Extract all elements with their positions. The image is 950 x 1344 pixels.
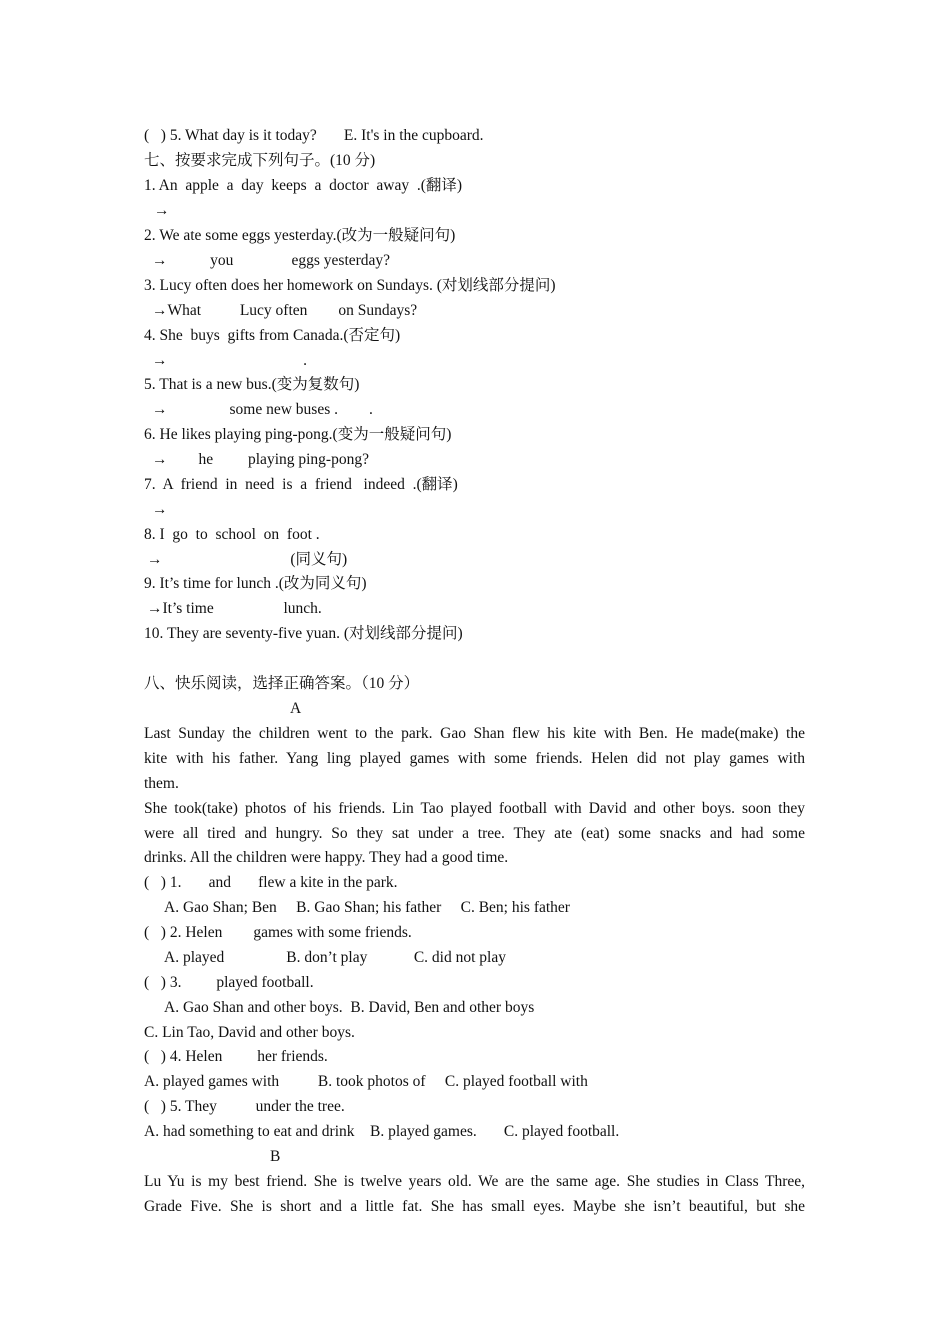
sec7-answer-5: → some new buses . .: [152, 401, 373, 418]
sec7-answer-8: → (同义句): [147, 551, 348, 568]
sec7-answer-6: → he playing ping-pong?: [152, 451, 369, 468]
passage-b-line-2: Grade Five. She is short and a little fat. She has small eyes. Maybe she isn’t beautiful, but she: [144, 1198, 805, 1215]
reading-q2: ( ) 2. Helen games with some friends.: [144, 924, 412, 941]
reading-q4: ( ) 4. Helen her friends.: [144, 1048, 328, 1065]
reading-q1-options: A. Gao Shan; Ben B. Gao Shan; his father C. Ben; his father: [164, 899, 570, 916]
sec7-question-10: 10. They are seventy-five yuan. (对划线部分提问): [144, 625, 463, 642]
passage-a-line-5: were all tired and hungry. So they sat under a tree. They ate (eat) some snacks and had some: [144, 825, 805, 842]
reading-q3: ( ) 3. played football.: [144, 974, 314, 991]
sec7-question-2: 2. We ate some eggs yesterday.(改为一般疑问句): [144, 227, 456, 244]
passage-b-label: B: [270, 1148, 281, 1165]
sec7-answer-3: →What Lucy often on Sundays?: [152, 302, 418, 319]
reading-q5-options: A. had something to eat and drink B. played games. C. played football.: [144, 1123, 620, 1140]
sec7-answer-1: →: [154, 202, 170, 219]
passage-a-line-4: She took(take) photos of his friends. Lin Tao played football with David and other boys. soon they: [144, 800, 805, 817]
sec7-question-8: 8. I go to school on foot .: [144, 526, 320, 543]
sec7-answer-7: →: [152, 501, 168, 518]
passage-a-line-2: kite with his father. Yang ling played games with some friends. Helen did not play games with: [144, 750, 805, 767]
sec7-question-1: 1. An apple a day keeps a doctor away .(翻译): [144, 177, 463, 194]
passage-a-line-6: drinks. All the children were happy. They had a good time.: [144, 849, 509, 866]
passage-a-line-3: them.: [144, 775, 179, 792]
sec7-answer-9: →It’s time lunch.: [147, 600, 322, 617]
sec7-question-7: 7. A friend in need is a friend indeed .(翻译): [144, 476, 458, 493]
passage-a-line-1: Last Sunday the children went to the park. Gao Shan flew his kite with Ben. He made(make) the: [144, 725, 805, 742]
passage-a-label: A: [290, 700, 302, 717]
sec7-question-9: 9. It’s time for lunch .(改为同义句): [144, 575, 367, 592]
reading-q1: ( ) 1. and flew a kite in the park.: [144, 874, 398, 891]
sec6-item-5: ( ) 5. What day is it today? E. It's in the cupboard.: [144, 127, 484, 144]
sec7-answer-4: → .: [152, 352, 307, 369]
reading-q5: ( ) 5. They under the tree.: [144, 1098, 345, 1115]
sec7-question-5: 5. That is a new bus.(变为复数句): [144, 376, 360, 393]
section-8-heading: 八、快乐阅读，选择正确答案。（10 分）: [144, 675, 420, 692]
section-7-heading: 七、按要求完成下列句子。(10 分): [144, 152, 376, 169]
reading-q2-options: A. played B. don’t play C. did not play: [164, 949, 506, 966]
sec7-answer-2: → you eggs yesterday?: [152, 252, 391, 269]
reading-q3-option-c: C. Lin Tao, David and other boys.: [144, 1024, 355, 1041]
reading-q4-options: A. played games with B. took photos of C. played football with: [144, 1073, 588, 1090]
sec7-question-6: 6. He likes playing ping-pong.(变为一般疑问句): [144, 426, 452, 443]
passage-b-line-1: Lu Yu is my best friend. She is twelve years old. We are the same age. She studies in Class Three,: [144, 1173, 805, 1190]
sec7-question-4: 4. She buys gifts from Canada.(否定句): [144, 327, 401, 344]
reading-q3-options: A. Gao Shan and other boys. B. David, Ben and other boys: [164, 999, 535, 1016]
sec7-question-3: 3. Lucy often does her homework on Sundays. (对划线部分提问): [144, 277, 556, 294]
